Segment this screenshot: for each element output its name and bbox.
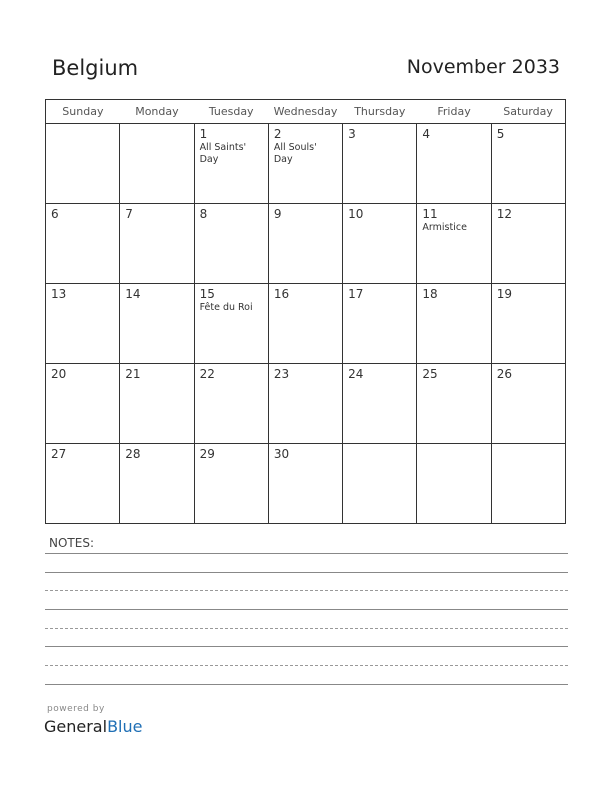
month-year-title: November 2033 <box>406 56 560 78</box>
brand-blue: Blue <box>107 717 143 736</box>
day-number: 6 <box>51 207 59 221</box>
day-cell <box>194 444 268 524</box>
day-cell <box>491 124 565 204</box>
day-cell <box>343 204 417 284</box>
day-number: 15 <box>199 287 215 301</box>
day-cell <box>268 284 342 364</box>
day-cell <box>46 364 120 444</box>
week-row <box>46 204 566 284</box>
day-cell <box>194 204 268 284</box>
day-number: 4 <box>422 127 431 141</box>
day-number: 9 <box>273 207 282 221</box>
day-number: 30 <box>273 447 290 461</box>
weekday-saturday: Saturday <box>491 100 565 124</box>
day-number: 28 <box>125 447 141 461</box>
day-cell <box>491 204 565 284</box>
day-cell <box>46 284 120 364</box>
day-number: 7 <box>125 207 133 221</box>
holiday-label: All Saints' Day <box>199 142 247 165</box>
week-row <box>46 444 566 524</box>
day-number: 12 <box>496 207 512 221</box>
day-cell <box>417 204 491 284</box>
day-cell <box>343 444 417 524</box>
day-cell <box>46 124 120 204</box>
day-cell <box>194 364 268 444</box>
weekday-sunday: Sunday <box>46 100 120 124</box>
week-row <box>46 124 566 204</box>
day-cell <box>46 204 120 284</box>
day-number: 24 <box>348 367 364 381</box>
powered-by-text: powered by <box>47 704 105 714</box>
note-line <box>45 553 568 554</box>
week-row <box>46 364 566 444</box>
day-cell <box>120 124 194 204</box>
notes-label: NOTES: <box>49 536 94 550</box>
day-number: 21 <box>125 367 141 381</box>
day-number: 2 <box>273 127 282 141</box>
note-line <box>45 572 568 573</box>
day-cell <box>46 444 120 524</box>
day-number: 3 <box>348 127 356 141</box>
note-line <box>45 665 568 666</box>
country-title: Belgium <box>52 56 139 80</box>
day-number: 25 <box>422 367 438 381</box>
note-line <box>45 609 568 610</box>
weekday-monday: Monday <box>120 100 194 124</box>
day-number: 26 <box>496 367 512 381</box>
note-line <box>45 646 568 647</box>
day-cell <box>491 284 565 364</box>
generalblue-logo[interactable] <box>44 717 142 736</box>
day-number: 29 <box>199 447 215 461</box>
day-number: 17 <box>348 287 364 301</box>
day-number: 23 <box>273 367 290 381</box>
calendar-grid <box>45 99 566 524</box>
day-cell <box>268 204 342 284</box>
day-number: 19 <box>496 287 512 301</box>
weekday-friday: Friday <box>417 100 491 124</box>
week-row <box>46 284 566 364</box>
day-cell <box>491 444 565 524</box>
day-cell <box>417 124 491 204</box>
day-cell <box>417 284 491 364</box>
day-number: 27 <box>51 447 67 461</box>
day-cell <box>491 364 565 444</box>
brand-general: General <box>44 717 108 736</box>
day-number: 20 <box>51 367 67 381</box>
day-number: 18 <box>422 287 438 301</box>
note-line <box>45 628 568 629</box>
day-number: 22 <box>199 367 215 381</box>
day-cell <box>343 364 417 444</box>
day-cell <box>194 124 268 204</box>
day-cell <box>417 444 491 524</box>
day-number: 16 <box>273 287 290 301</box>
weekday-thursday: Thursday <box>343 100 417 124</box>
day-cell <box>120 444 194 524</box>
day-number: 14 <box>125 287 141 301</box>
day-cell <box>120 364 194 444</box>
day-cell <box>120 284 194 364</box>
day-cell <box>268 444 342 524</box>
day-number: 8 <box>199 207 208 221</box>
day-cell <box>194 284 268 364</box>
day-number: 11 <box>422 207 438 221</box>
day-cell <box>268 364 342 444</box>
holiday-label: Fête du Roi <box>199 302 253 313</box>
day-cell <box>343 124 417 204</box>
day-cell <box>120 204 194 284</box>
day-number: 13 <box>51 287 67 301</box>
weekday-wednesday: Wednesday <box>268 100 342 124</box>
day-cell <box>343 284 417 364</box>
weekday-tuesday: Tuesday <box>194 100 268 124</box>
day-number: 1 <box>199 127 208 141</box>
day-cell <box>268 124 342 204</box>
day-number: 5 <box>496 127 505 141</box>
weekday-header-row <box>46 100 566 124</box>
day-number: 10 <box>348 207 364 221</box>
note-line <box>45 590 568 591</box>
day-cell <box>417 364 491 444</box>
holiday-label: Armistice <box>422 222 467 233</box>
holiday-label: All Souls' Day <box>273 142 317 165</box>
note-line <box>45 684 568 685</box>
